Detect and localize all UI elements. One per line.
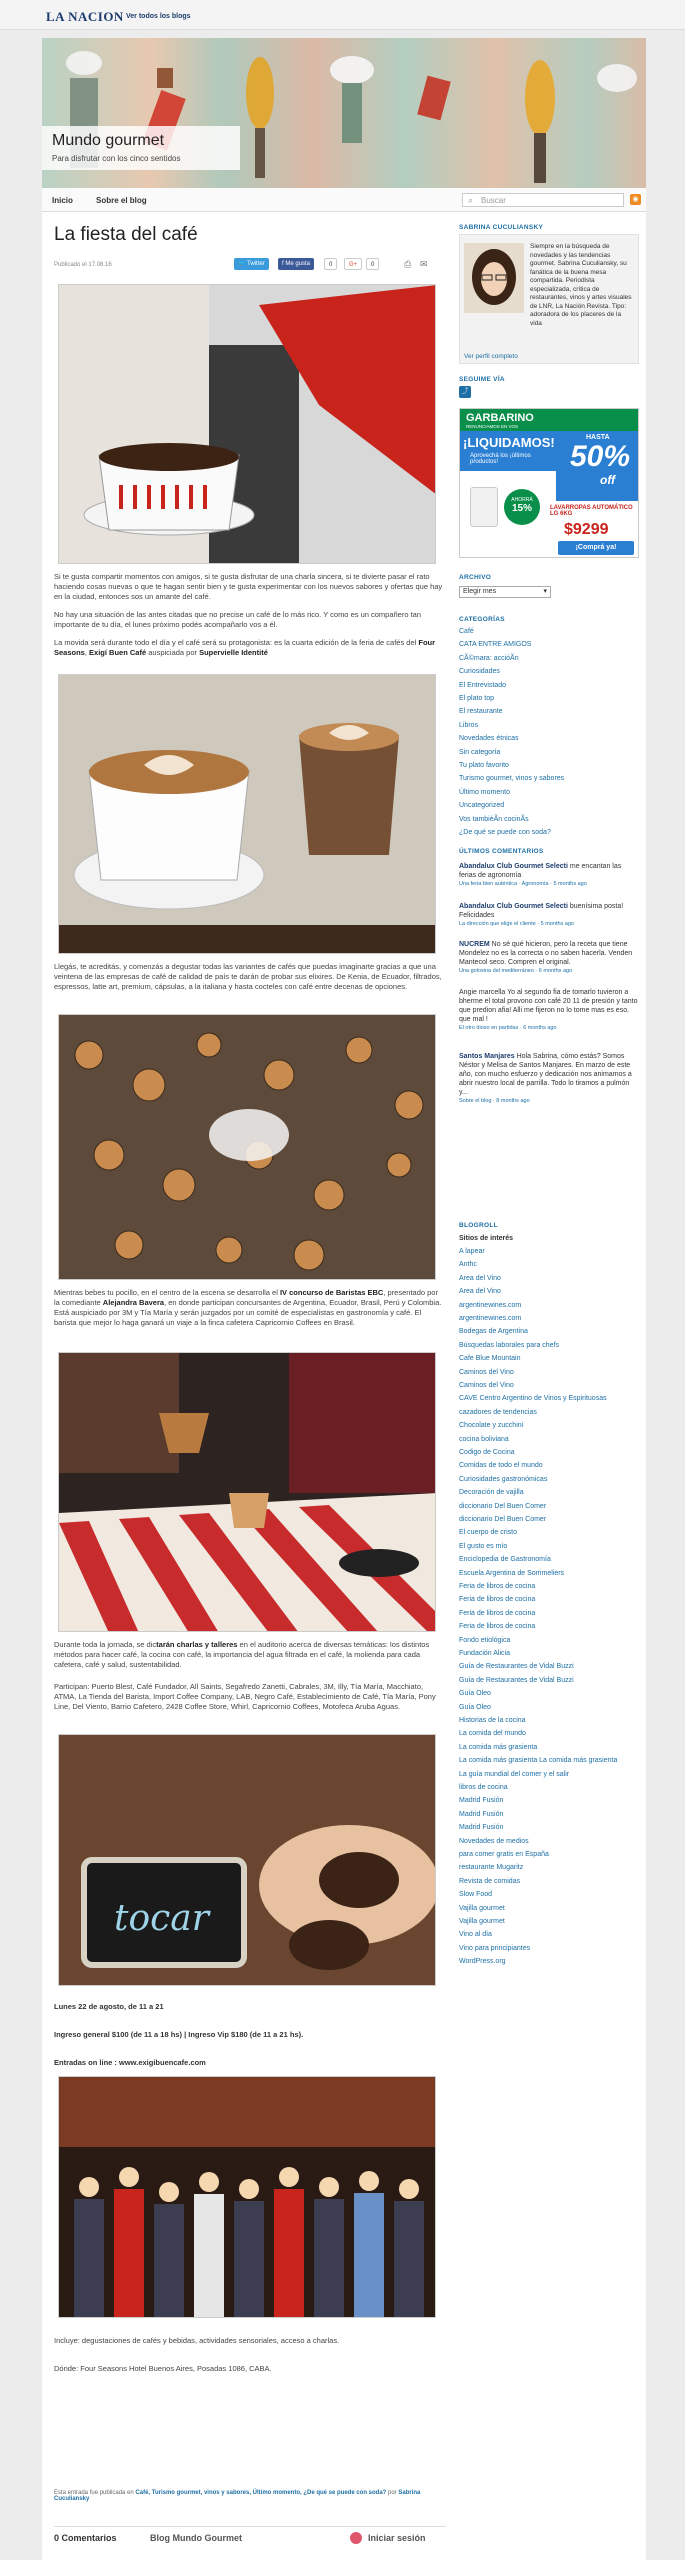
blogroll-link[interactable]: Vajilla gourmet [459, 1904, 505, 1912]
comment-source[interactable]: Una golosina del mediterráneo · 6 months ago [459, 968, 573, 974]
ad-tagline: RENUNCIAMOS EN VOS [466, 424, 519, 429]
blogroll-link[interactable]: Slow Food [459, 1891, 493, 1899]
search-placeholder: Buscar [481, 196, 506, 205]
blogroll-link[interactable]: Búsquedas laborales para chefs [459, 1341, 560, 1349]
blogroll-link[interactable]: Novedades de medios [459, 1837, 529, 1845]
ad-brand: GARBARINO [466, 412, 534, 424]
blog-title[interactable]: Mundo gourmet [52, 132, 165, 149]
post-title[interactable]: La fiesta del café [54, 224, 198, 245]
chevron-down-icon: ▾ [543, 588, 547, 595]
blogroll-link[interactable]: Anthc [459, 1261, 477, 1269]
ad-subtitle: Aprovechá los ¡últimos productos! [470, 453, 531, 465]
latte-illustration [59, 675, 436, 954]
blogroll-link[interactable]: La guía mundial del comer y el salir [459, 1770, 570, 1778]
print-icon[interactable]: ⎙ [404, 259, 412, 269]
blogroll-link[interactable]: Madrid Fusión [459, 1810, 504, 1818]
paragraph-4: Llegás, te acreditás, y comenzás a degustar todas las variantes de cafés que puedas imaginarte gracias a que una veintena de las empresas de café de calidad de país te darán de probar sus elixires. De Kenia, de Ecuador, filtrados, espressos, latte art, premium, cápsulas, a la italiana y hasta cocteles con café entre decenas de opciones. [54, 962, 442, 991]
category-link[interactable]: CÃ©mara: accióÃn [459, 654, 519, 662]
garbarino-ad[interactable] [459, 408, 639, 558]
category-link[interactable]: Uncategorized [459, 802, 505, 810]
blogroll-link[interactable]: Vino al día [459, 1931, 492, 1939]
rss-icon[interactable]: ◉ [630, 194, 641, 205]
paragraph-2: No hay una situación de las antes citadas que no precise un café de lo más rico. Y como es un compañero tan importante de tu día, el lunes próximo podés acompañarlo vos a él. [54, 610, 422, 629]
blogroll-link[interactable]: Feria de libros de cocina [459, 1583, 536, 1590]
search-input[interactable] [462, 193, 624, 207]
email-icon[interactable]: ✉ [420, 259, 428, 269]
blogroll-link[interactable]: Cafe Blue Mountain [459, 1355, 521, 1363]
blogroll-link[interactable]: Codigo de Cocina [459, 1449, 515, 1456]
author-avatar[interactable] [464, 243, 524, 313]
category-link[interactable]: Vos tambiéÃn cocinÃs [459, 815, 529, 823]
comment-text: Angie marcella Yo al segundo fia de tomarlo tuvieron a bherme el total provono con café 20 11 de presión y tanto que predion afia! Alli me fijeron no lo tome mas es eso. que mal ! [459, 989, 638, 1023]
event-where: Dónde: Four Seasons Hotel Buenos Aires, Posadas 1086, CABA. [54, 2364, 272, 2373]
blogroll-link[interactable]: La comida más grasienta [459, 1743, 538, 1751]
category-link[interactable]: Sin categoría [459, 748, 501, 756]
ad-buy-button[interactable]: ¡Comprá ya! [558, 541, 634, 555]
comment-text: No sé qué hicieron, pero la receta que tiene Mondelez no es la correcta o no saben hacerla. Venden Mantecol seco. Compren el original. [459, 941, 633, 966]
blogroll-link[interactable]: Bodegas de Argentina [459, 1328, 528, 1336]
category-link[interactable]: El plato top [459, 695, 495, 702]
blogroll-link[interactable]: El cuerpo de cristo [459, 1529, 517, 1537]
blogroll-link[interactable]: restaurante Mugaritz [459, 1864, 524, 1872]
nav-about[interactable]: Sobre el blog [96, 196, 147, 205]
comment-source[interactable]: Una feria bien auténtica · Agronomía · 5 months ago [459, 881, 587, 887]
category-link[interactable]: Curiosidades [459, 668, 500, 676]
blogroll-link[interactable]: Enciclopedia de Gastronomía [459, 1556, 551, 1564]
event-date: Lunes 22 de agosto, de 11 a 21 [54, 2002, 164, 2011]
event-includes: Incluye: degustaciones de cafés y bebidas, actividades sensoriales, acceso a charlas. [54, 2336, 340, 2345]
hanging-cups-illustration [59, 1015, 436, 1280]
recent-comment[interactable] [459, 1052, 639, 1106]
ad-product: LAVARROPAS AUTOMÁTICO LG 6KG [550, 505, 633, 517]
tocar-sign-text: tocar [114, 1898, 209, 1939]
blogroll-link[interactable]: Madrid Fusión [459, 1797, 504, 1805]
recent-comment[interactable] [459, 988, 639, 1033]
comment-author[interactable]: Abandalux Club Gourmet Selecti [459, 903, 568, 910]
beans-illustration [59, 1735, 436, 1986]
blogroll-link[interactable]: Feria de libros de cocina [459, 1596, 536, 1604]
blogroll-link[interactable]: Area del Vino [459, 1288, 501, 1296]
blogroll-link[interactable]: diccionario Del Buen Comer [459, 1516, 547, 1523]
blog-tagline: Para disfrutar con los cinco sentidos [52, 154, 181, 163]
paragraph-5: Mientras bebes tu pocillo, en el centro de la escena se desarrolla el IV concurso de Baristas EBC, presentado por la comediante Alejandra Bavera, en donde participan concursantes de Argentina, Ecuador, Brasil, Perú y Colombia. Está auspiciado por 3M y Tía María y serán juzgados por un comité de especialistas en gastronomía y café. El barista que mejor lo haga ganará un viaje a la finca cafetera Capricornio Coffees en Brasil. [54, 1288, 442, 1327]
blogroll-subheading: Sitios de interés [459, 1235, 514, 1242]
author-box [459, 234, 639, 364]
blogroll-link[interactable]: CAVE Centro Argentino de Vinos y Espirituosas [459, 1395, 607, 1403]
post-image-crowd [58, 2076, 436, 2318]
blogroll-link[interactable]: Caminos del Vino [459, 1382, 514, 1389]
post-date: Publicado el 17.08.16 [54, 262, 112, 268]
footer-categories[interactable]: Café, Turismo gourmet, vinos y sabores, Último momento, ¿De qué se puede con soda? [135, 2490, 387, 2496]
ad-headline: ¡LIQUIDAMOS! [463, 435, 555, 450]
footer-author[interactable]: Sabrina Cuculiansky [54, 2490, 421, 2502]
author-profile-link[interactable]: Ver perfil completo [464, 353, 518, 360]
ad-promo-off: off [600, 473, 616, 487]
comment-text: Hola Sabrina, cómo estás? Somos Néstor y Melisa de Santos Manjares. En marzo de este año, con mucho esfuerzo y dedicación nos animamos a abrir nuestro local de parrilla. Todo lo tiramos a pulmón y... [459, 1053, 632, 1096]
post-image-hanging-cups [58, 1014, 436, 1280]
blogroll-link[interactable]: La comida del mundo [459, 1730, 526, 1738]
event-prices: Ingreso general $100 (de 11 a 18 hs) | Ingreso Vip $180 (de 11 a 21 hs). [54, 2030, 304, 2039]
all-blogs-link[interactable]: Ver todos los blogs [126, 13, 191, 20]
author-heading: SABRINA CUCULIANSKY [459, 224, 544, 231]
comments-bar [54, 2526, 446, 2548]
archive-heading: ARCHIVO [459, 574, 492, 581]
blogroll-link[interactable]: diccionario Del Buen Comer [459, 1502, 547, 1510]
category-link[interactable]: Tu plato favorito [459, 762, 509, 769]
search-icon: ⌕ [468, 195, 474, 205]
comments-blog-name: Blog Mundo Gourmet [150, 2533, 242, 2543]
comments-count[interactable]: 0 Comentarios [54, 2533, 117, 2543]
comment-text: buenísima posta! Felicidades [459, 903, 624, 919]
blogroll-link[interactable]: Comidas de todo el mundo [459, 1462, 543, 1470]
blogroll-link[interactable]: La comida más grasienta La comida más grasienta [459, 1757, 618, 1765]
blogroll-link[interactable]: Guía de Restaurantes de Vidal Buzzi [459, 1663, 574, 1671]
comment-source[interactable]: La dirección que elige el cliente · 5 months ago [459, 921, 574, 927]
blogroll-link[interactable]: libros de cocina [459, 1784, 508, 1791]
category-link[interactable]: El restaurante [459, 708, 503, 716]
twitter-share-button[interactable]: 🐦 Twitter [234, 258, 269, 270]
comment-text: me encantan las ferias de agronomía [459, 863, 622, 879]
blogroll-link[interactable]: Feria de libros de cocina [459, 1623, 536, 1631]
event-online-tickets[interactable]: Entradas on line : www.exigibuencafe.com [54, 2058, 206, 2067]
blogroll-link[interactable]: A lapear [459, 1248, 485, 1255]
blogroll-link[interactable]: Historias de la cocina [459, 1717, 526, 1724]
category-link[interactable]: CATA ENTRE AMIGOS [459, 641, 532, 649]
gplus-count: 0 [366, 258, 379, 270]
blogroll-link[interactable]: Guía Oleo [459, 1703, 491, 1711]
blogroll-link[interactable]: WordPress.org [459, 1958, 506, 1966]
category-link[interactable]: Libros [459, 721, 479, 729]
categories-heading: CATEGORÍAS [459, 616, 505, 623]
blogroll-link[interactable]: Escuela Argentina de Sommeliers [459, 1569, 565, 1577]
disqus-icon [350, 2532, 362, 2544]
page-wrapper [42, 38, 646, 2560]
comment-source[interactable]: El otro dioso en partidas · 6 months ago [459, 1025, 557, 1031]
ad-promo-pct: 50% [570, 440, 631, 473]
comment-author[interactable]: Abandalux Club Gourmet Selecti [459, 863, 568, 870]
blogroll-link[interactable]: Decoración de vajilla [459, 1489, 524, 1497]
blogroll-link[interactable]: para comer gratis en España [459, 1851, 549, 1858]
facebook-count: 0 [324, 258, 337, 270]
recent-comment[interactable] [459, 862, 639, 889]
crowd-illustration [59, 2077, 436, 2318]
blogroll-link[interactable]: Vino para principiantes [459, 1944, 531, 1952]
facebook-like-button[interactable]: f Me gusta [278, 258, 314, 270]
comment-source[interactable]: Sobre el blog · 8 months ago [459, 1098, 530, 1104]
washer-image [470, 487, 498, 527]
top-bar [0, 0, 685, 30]
blogroll-link[interactable]: Revista de comidas [459, 1877, 521, 1885]
ad-promo-top: HASTA [586, 434, 610, 441]
main-nav [42, 188, 646, 212]
coffee-cup-illustration [59, 285, 436, 564]
blogroll-link[interactable]: Vajilla gourmet [459, 1918, 505, 1925]
blogroll-link[interactable]: Chocolate y zucchini [459, 1422, 524, 1430]
archive-select[interactable]: Elegir mes ▾ [459, 586, 551, 598]
nav-home[interactable]: Inicio [52, 196, 73, 205]
post-image-barista-station [58, 1352, 436, 1632]
recent-comment[interactable] [459, 902, 639, 929]
category-link[interactable]: El Entrevistado [459, 681, 507, 689]
category-link[interactable]: Novedades étnicas [459, 735, 519, 743]
blogroll-link[interactable]: Guía Oleo [459, 1690, 491, 1698]
post-image-coffee-beans [58, 1734, 436, 1986]
blog-banner [42, 38, 646, 188]
blogroll-link[interactable]: argentinewines.com [459, 1315, 522, 1322]
blogroll-link[interactable]: El gusto es mío [459, 1542, 508, 1550]
post-image-latte-art [58, 674, 436, 954]
blogroll-link[interactable]: cazadores de tendencias [459, 1408, 537, 1416]
blogroll-link[interactable]: Feria de libros de cocina [459, 1609, 536, 1617]
ad-price: $9299 [564, 521, 609, 538]
gplus-button[interactable]: G+ [344, 258, 362, 270]
barista-illustration [59, 1353, 436, 1632]
blogroll-link[interactable]: argentinewines.com [459, 1301, 522, 1309]
category-link[interactable]: Café [459, 628, 474, 635]
blogroll-link[interactable]: Fondo etiológica [459, 1636, 511, 1644]
blogroll-link[interactable]: Curiosidades gastronómicas [459, 1475, 548, 1483]
recent-comments-heading: ÚLTIMOS COMENTARIOS [459, 848, 544, 855]
follow-feed-icon[interactable]: ⤴ [459, 386, 471, 398]
comment-author[interactable]: Santos Manjares [459, 1053, 515, 1060]
post-image-coffee-cup [58, 284, 436, 564]
ahorro-badge: AHORRÁ 15% [504, 489, 540, 525]
post-footer: Esta entrada fue publicada en Café, Turismo gourmet, vinos y sabores, Último momento, ¿De qué se puede con soda? por Sabrina Cuculiansky [54, 2490, 421, 2502]
paragraph-1: Si te gusta compartir momentos con amigos, si te gusta disfrutar de una charla sincera, si te divierte pasar el rato haciendo cosas nuevas o que te hagan sentir bien y te gusta experimentar con los nuevos sabores y ofertas que hay en la ciudad, entonces sos un amante del café. [54, 572, 443, 601]
paragraph-7: Participan: Puerto Blest, Café Fundador, All Saints, Segafredo Zanetti, Cabrales, 3M, Illy, Tía María, Macchiato, ATMA, La Tienda del Barista, Import Coffee Company, LAB, Negro Café, Establecimiento de Café, Tía María, Pony Line, Del Viento, Barrio Cafetero, 2428 Coffee Store, Whirl, Capricornio Coffees, Motofeca Aruba Aguas. [54, 1682, 436, 1711]
blogroll-link[interactable]: Madrid Fusión [459, 1824, 504, 1832]
login-button[interactable]: Iniciar sesión [368, 2533, 426, 2543]
blogroll-link[interactable]: Fundación Alicia [459, 1650, 510, 1657]
blogroll-link[interactable]: cocina boliviana [459, 1435, 509, 1443]
la-nacion-logo[interactable]: LA NACION [46, 9, 124, 24]
category-link[interactable]: Último momento [459, 788, 510, 796]
comment-author[interactable]: NUCREM [459, 941, 490, 948]
blogroll-link[interactable]: Caminos del Vino [459, 1368, 514, 1376]
recent-comment[interactable] [459, 940, 639, 976]
author-bio: Siempre en la búsqueda de novedades y las tendencias gourmet. Sabrina Cuculiansky, su fanática de la buena mesa compartida. Periodista especializada, crítica de restaurantes, vinos y artes visuales de LNR, La Nación Revista. Tipo: adoradora de los placeres de la vida [530, 243, 632, 327]
category-link[interactable]: ¿De qué se puede con soda? [459, 829, 551, 836]
blogroll-link[interactable]: Area del Vino [459, 1274, 501, 1282]
paragraph-6: Durante toda la jornada, se dictarán charlas y talleres en el auditorio acerca de diversas temáticas: los distintos métodos para hacer café, la cocina con café, la importancia del agua filtrada en el café, la molienda para cada cafetera, café y salud, sustentabilidad. [54, 1640, 430, 1669]
paragraph-3: La movida será durante todo el día y el café será su protagonista: es la cuarta edición de la feria de cafés del Four Seasons, Exigí Buen Café auspiciada por Supervielle Identité [54, 638, 436, 657]
follow-heading: SEGUIME VÍA [459, 376, 505, 383]
blogroll-link[interactable]: Guía de Restaurantes de Vidal Buzzi [459, 1676, 574, 1684]
blogroll-heading: BLOGROLL [459, 1222, 498, 1229]
category-link[interactable]: Turismo gourmet, vinos y sabores [459, 775, 565, 783]
